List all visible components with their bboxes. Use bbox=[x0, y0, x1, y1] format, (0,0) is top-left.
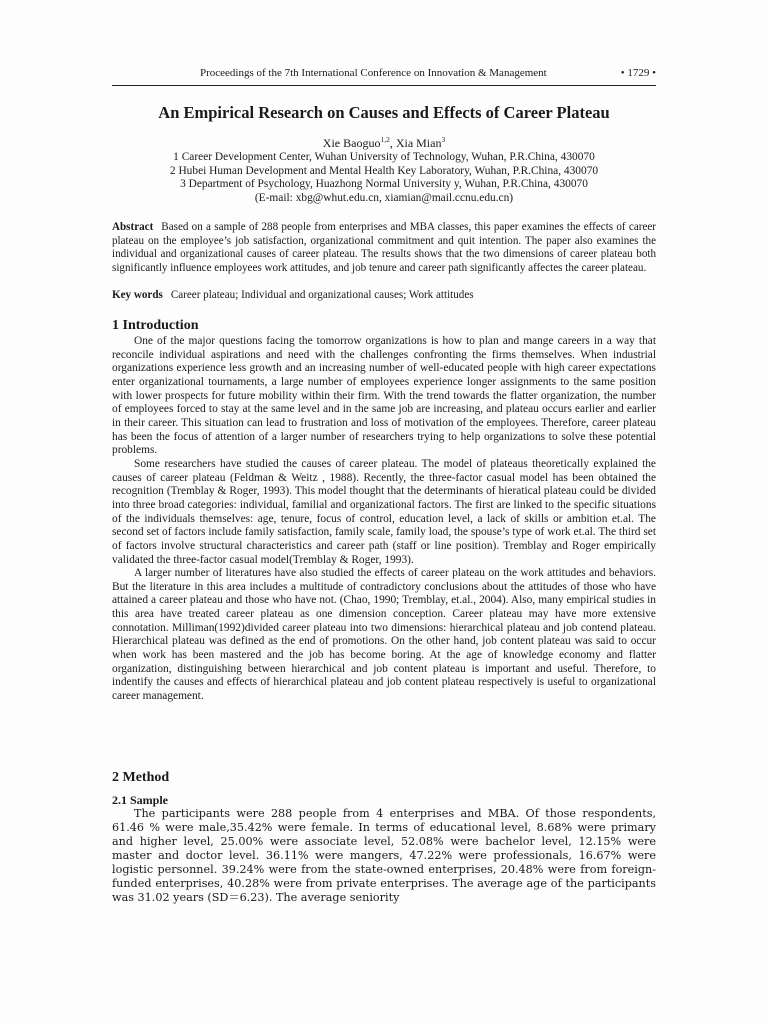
author-affil-mark: 3 bbox=[441, 135, 446, 144]
section-heading: 1 Introduction bbox=[112, 318, 199, 333]
paragraph: Some researchers have studied the causes of career plateau. The model of plateaus theoretically explained the causes of career plateau (Feldman & Weitz , 1988). Recently, the three-factor casual model has been obtained the recognition (Tremblay & Roger, 1993). This model thought that the determinants of hieratical plateau could be divided into three broad categories: individual, familial and organizational factors. The first are linked to the specific situations of the individuals themselves: age, tenure, focus of control, education level, a lack of skills or ambition et.al. The second set of factors include family satisfaction, family scale, family load, the spouse’s type of work et.al. The third set of factors involve structural characteristics and career path (staff or line position). Tremblay and Roger empirically validated the three-factor casual model(Tremblay & Roger, 1993). bbox=[112, 457, 656, 566]
author-separator: , bbox=[389, 136, 396, 150]
subsection-heading: 2.1 Sample bbox=[112, 793, 169, 807]
paper-title: An Empirical Research on Causes and Effects of Career Plateau bbox=[158, 103, 610, 122]
running-header bbox=[112, 63, 656, 86]
author-affil-mark: 1,2 bbox=[380, 135, 390, 144]
abstract-text: Based on a sample of 288 people from enterprises and MBA classes, this paper examines the effects of career plateau on the employee’s job satisfaction, organizational commitment and quit intention. The paper also examines the individual and organizational causes of career plateau. The results shows that the two dimensions of career plateau both significantly influence employees work attitudes, and job tenure and career path significantly affectes the career plateau. bbox=[112, 221, 656, 274]
keywords-label: Key words bbox=[112, 289, 163, 301]
section-heading: 2 Method bbox=[112, 770, 170, 785]
section-body bbox=[112, 335, 656, 704]
keywords bbox=[112, 289, 656, 303]
author-name: Xie Baoguo bbox=[322, 136, 381, 150]
contact-emails: (E-mail: xbg@whut.edu.cn, xiamian@mail.ccnu.edu.cn) bbox=[254, 191, 514, 204]
author-name: Xia Mian bbox=[395, 136, 442, 150]
affiliation-line: 1 Career Development Center, Wuhan University of Technology, Wuhan, P.R.China, 430070 bbox=[173, 151, 595, 163]
section-body bbox=[112, 807, 656, 905]
paragraph: The participants were 288 people from 4 enterprises and MBA. Of those respondents, 61.46 % were male,35.42% were female. In terms of educational level, 8.68% were primary and higher level, 25.00% were associate level, 52.08% were bachelor level, 12.15% were master and doctor level. 36.11% were mangers, 47.22% were professionals, 16.67% were logistic personnel. 39.24% were from the state-owned enterprises, 20.48% were from foreign-funded enterprises, 40.28% were from private enterprises. The average age of the participants was 31.02 years (SD＝6.23). The average seniority bbox=[112, 807, 656, 904]
affiliation-line: 3 Department of Psychology, Huazhong Normal University y, Wuhan, P.R.China, 430070 bbox=[180, 178, 588, 191]
author-line bbox=[112, 135, 656, 151]
keywords-text: Career plateau; Individual and organizational causes; Work attitudes bbox=[170, 289, 474, 301]
affiliation-line: 2 Hubei Human Development and Mental Health Key Laboratory, Wuhan, P.R.China, 430070 bbox=[169, 164, 599, 177]
abstract bbox=[112, 221, 656, 275]
paragraph: One of the major questions facing the tomorrow organizations is how to plan and mange careers in a way that reconcile individual aspirations and need with the challenges confronting the firms themselves. When industrial organizations experience less growth and an increasing number of well-educated people with high career expectations enter organizational tournaments, a large number of employees experience longer assignments to the same position with lower prospects for future mobility within their firm. With the trend towards the flatter organization, the number of employees forced to stay at the same level and in the same job are increasing, and plateau occurs earlier and earlier in their career. This situation can lead to frustration and loss of motivation of the employees. Therefore, career plateau has been the focus of attention of a larger number of researchers trying to help organizations to solve these potential problems. bbox=[112, 335, 656, 457]
page-number: • 1729 • bbox=[620, 67, 656, 79]
affiliations bbox=[112, 151, 656, 205]
abstract-label: Abstract bbox=[112, 221, 154, 233]
paragraph: A larger number of literatures have also studied the effects of career plateau on the work attitudes and behaviors. But the literature in this area includes a multitude of contradictory conclusions about the attitudes of those who have attained a career plateau and those who have not. (Chao, 1990; Tremblay, et.al., 2004). Also, many empirical studies in this area have treated career plateau as one dimension conception. Career plateau may have more extensive connotation. Milliman(1992)divided career plateau into two dimensions: hierarchical plateau and job contend plateau. Hierarchical plateau was defined as the end of promotions. On the other hand, job content plateau was said to occur when work has been mastered and the job has become boring. At the age of knowledge economy and flatter organization, distinguishing between hierarchical and job content plateau is important and useful. Therefore, to indentify the causes and effects of hierarchical plateau and job content plateau respectively is useful to organizational career management. bbox=[112, 567, 656, 703]
conference-name: Proceedings of the 7th International Conference on Innovation & Management bbox=[200, 67, 547, 79]
